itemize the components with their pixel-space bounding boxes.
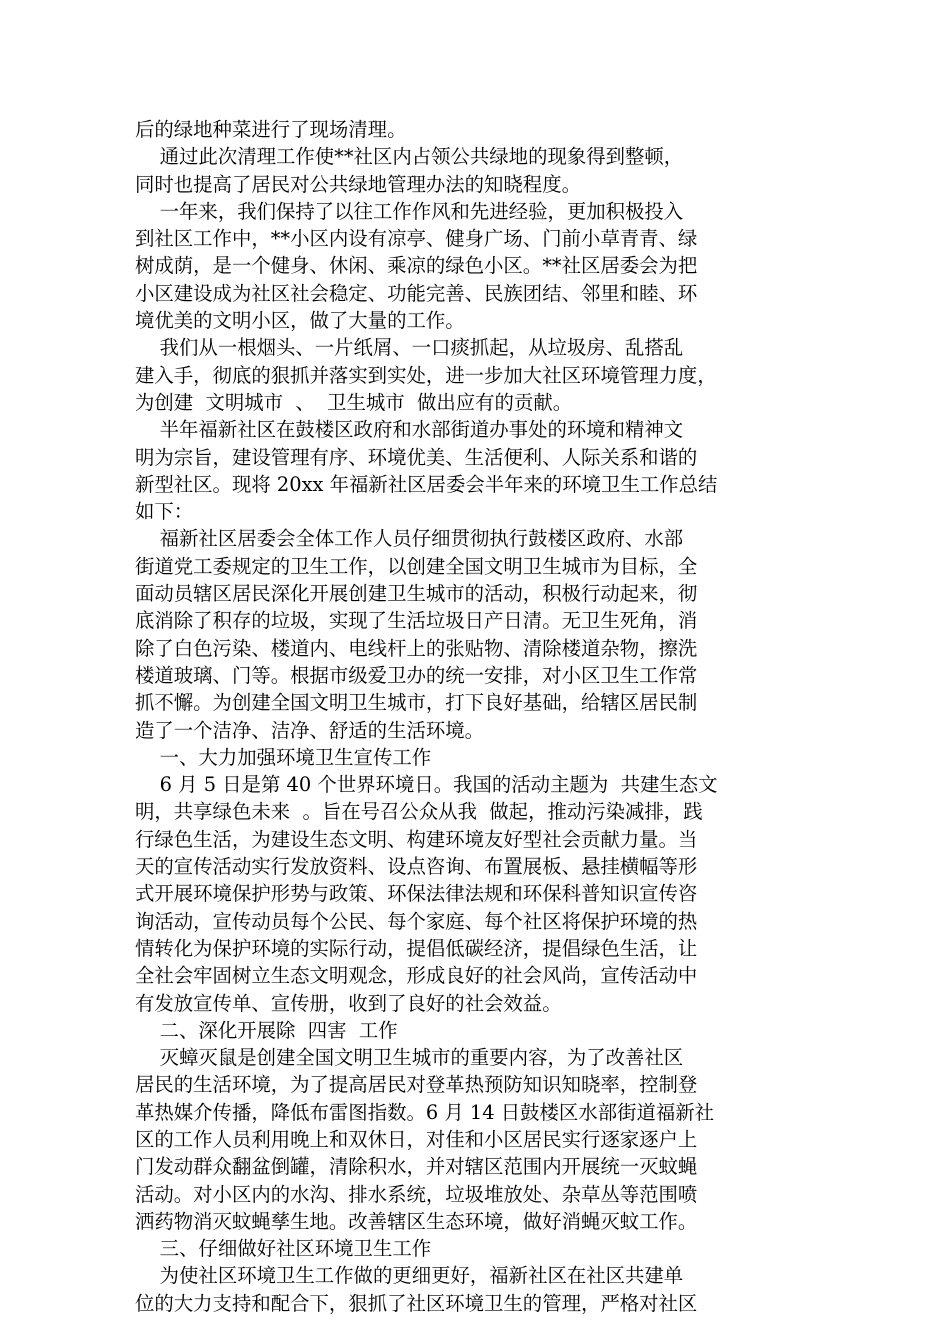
text-line: 6 月 5 日是第 40 个世界环境日。我国的活动主题为 共建生态文 [135,773,718,797]
text-line: 福新社区居委会全体工作人员仔细贯彻执行鼓楼区政府、水部 [135,527,684,551]
document-body [135,116,815,1317]
text-line: 到社区工作中，**小区内设有凉亭、健身广场、门前小草青青、绿 [135,227,698,251]
text-line: 门发动群众翻盆倒罐，清除积水，并对辖区范围内开展统一灭蚊蝇 [135,1155,698,1179]
text-line: 居民的生活环境，为了提高居民对登革热预防知识知晓率，控制登 [135,1073,698,1097]
text-line: 我们从一根烟头、一片纸屑、一口痰抓起，从垃圾房、乱搭乱 [135,336,684,360]
text-line: 新型社区。现将 20xx 年福新社区居委会半年来的环境卫生工作总结 [135,472,718,496]
text-line: 活动。对小区内的水沟、排水系统，垃圾堆放处、杂草丛等范围喷 [135,1182,698,1206]
text-line: 区的工作人员利用晚上和双休日，对佳和小区居民实行逐家逐户上 [135,1127,698,1151]
text-line: 半年福新社区在鼓楼区政府和水部街道办事处的环境和精神文 [135,418,684,442]
text-line: 情转化为保护环境的实际行动，提倡低碳经济，提倡绿色生活，让 [135,936,698,960]
text-line: 行绿色生活，为建设生态文明、构建环境友好型社会贡献力量。当 [135,827,698,851]
text-line: 三、仔细做好社区环境卫生工作 [135,1237,432,1261]
text-line: 如下： [135,500,194,524]
text-line: 一、大力加强环境卫生宣传工作 [135,745,432,769]
text-line: 灭蟑灭鼠是创建全国文明卫生城市的重要内容，为了改善社区 [135,1046,684,1070]
text-line: 除了白色污染、楼道内、电线杆上的张贴物、清除楼道杂物，擦洗 [135,636,698,660]
text-line: 洒药物消灭蚊蝇孳生地。改善辖区生态环境，做好消蝇灭蚊工作。 [135,1209,698,1233]
text-line: 天的宣传活动实行发放资料、设点咨询、布置展板、悬挂横幅等形 [135,855,698,879]
text-line: 同时也提高了居民对公共绿地管理办法的知晓程度。 [135,172,581,196]
text-line: 式开展环境保护形势与政策、环保法律法规和环保科普知识宣传咨 [135,882,698,906]
text-line: 街道党工委规定的卫生工作，以创建全国文明卫生城市为目标，全 [135,554,698,578]
text-line: 抓不懈。为创建全国文明卫生城市，打下良好基础，给辖区居民制 [135,691,698,715]
text-line: 小区建设成为社区社会稳定、功能完善、民族团结、邻里和睦、环 [135,281,698,305]
text-line: 为使社区环境卫生工作做的更细更好，福新社区在社区共建单 [135,1264,684,1288]
text-line: 二、深化开展除 四害 工作 [135,1018,398,1042]
text-line: 位的大力支持和配合下，狠抓了社区环境卫生的管理，严格对社区 [135,1291,698,1315]
text-line: 面动员辖区居民深化开展创建卫生城市的活动，积极行动起来，彻 [135,582,698,606]
text-line: 境优美的文明小区，做了大量的工作。 [135,309,465,333]
text-line: 询活动，宣传动员每个公民、每个家庭、每个社区将保护环境的热 [135,909,698,933]
text-line: 明，共享绿色未来 。旨在号召公众从我 做起，推动污染减排，践 [135,800,703,824]
text-line: 楼道玻璃、门等。根据市级爱卫办的统一安排，对小区卫生工作常 [135,663,698,687]
text-line: 建入手，彻底的狠抓并落实到实处，进一步加大社区环境管理力度， [135,363,717,387]
text-line: 通过此次清理工作使**社区内占领公共绿地的现象得到整顿， [135,145,684,169]
text-line: 全社会牢固树立生态文明观念，形成良好的社会风尚，宣传活动中 [135,964,698,988]
text-line: 底消除了积存的垃圾，实现了生活垃圾日产日清。无卫生死角，消 [135,609,698,633]
text-line: 造了一个洁净、洁净、舒适的生活环境。 [135,718,485,742]
text-line: 后的绿地种菜进行了现场清理。 [135,118,407,141]
text-line: 树成荫，是一个健身、休闲、乘凉的绿色小区。**社区居委会为把 [135,254,698,278]
text-line: 有发放宣传单、宣传册，收到了良好的社会效益。 [135,991,562,1015]
text-line: 一年来，我们保持了以往工作作风和先进经验，更加积极投入 [135,199,684,223]
text-line: 为创建 文明城市 、 卫生城市 做出应有的贡献。 [135,390,573,414]
text-line: 明为宗旨，建设管理有序、环境优美、生活便利、人际关系和谐的 [135,445,698,469]
text-line: 革热媒介传播，降低布雷图指数。6 月 14 日鼓楼区水部街道福新社 [135,1100,715,1124]
